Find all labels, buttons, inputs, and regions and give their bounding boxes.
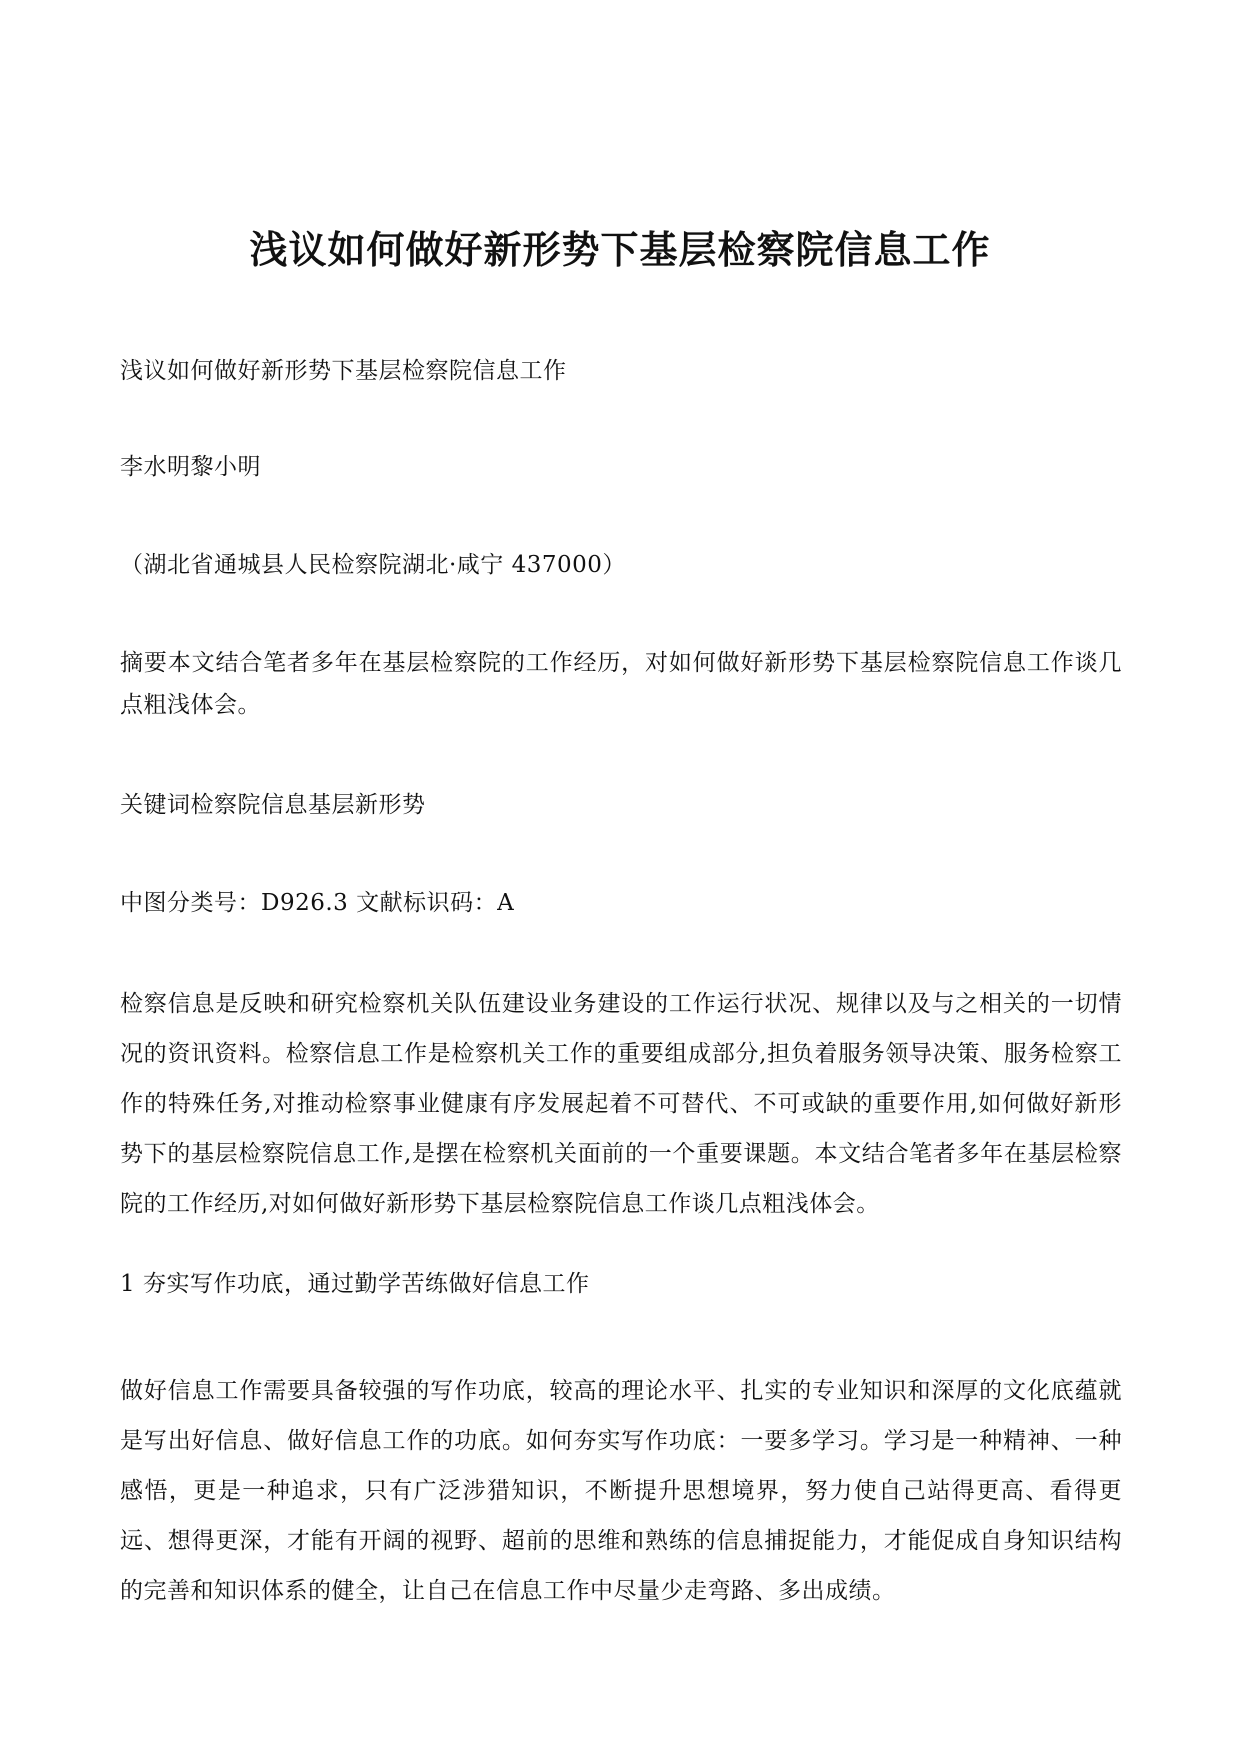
section-heading-1: 1 夯实写作功底，通过勤学苦练做好信息工作: [120, 1271, 590, 1297]
article-title: 浅议如何做好新形势下基层检察院信息工作: [249, 227, 991, 272]
body-paragraph-1: 检察信息是反映和研究检察机关队伍建设业务建设的工作运行状况、规律以及与之相关的一切情况的资讯资料。检察信息工作是检察机关工作的重要组成部分,担负着服务领导决策、服务检察工作的特殊任务,对推动检察事业健康有序发展起着不可替代、不可或缺的重要作用,如何做好新形势下的基层检察院信息工作,是摆在检察机关面前的一个重要课题。本文结合笔者多年在基层检察院的工作经历,对如何做好新形势下基层检察院信息工作谈几点粗浅体会。: [120, 991, 1122, 1217]
article-authors: 李水明黎小明: [120, 454, 261, 480]
article-keywords: 关键词检察院信息基层新形势: [120, 792, 426, 818]
article-subtitle: 浅议如何做好新形势下基层检察院信息工作: [120, 358, 567, 384]
body-paragraph-2: 做好信息工作需要具备较强的写作功底，较高的理论水平、扎实的专业知识和深厚的文化底蕴就是写出好信息、做好信息工作的功底。如何夯实写作功底：一要多学习。学习是一种精神、一种感悟，更是一种追求，只有广泛涉猎知识，不断提升思想境界，努力使自己站得更高、看得更远、想得更深，才能有开阔的视野、超前的思维和熟练的信息捕捉能力，才能促成自身知识结构的完善和知识体系的健全，让自己在信息工作中尽量少走弯路、多出成绩。: [120, 1378, 1122, 1604]
article-classification: 中图分类号：D926.3 文献标识码：A: [120, 890, 515, 916]
article-affiliation: （湖北省通城县人民检察院湖北·咸宁 437000）: [120, 552, 626, 578]
article-abstract: 摘要本文结合笔者多年在基层检察院的工作经历，对如何做好新形势下基层检察院信息工作谈几点粗浅体会。: [120, 650, 1122, 718]
